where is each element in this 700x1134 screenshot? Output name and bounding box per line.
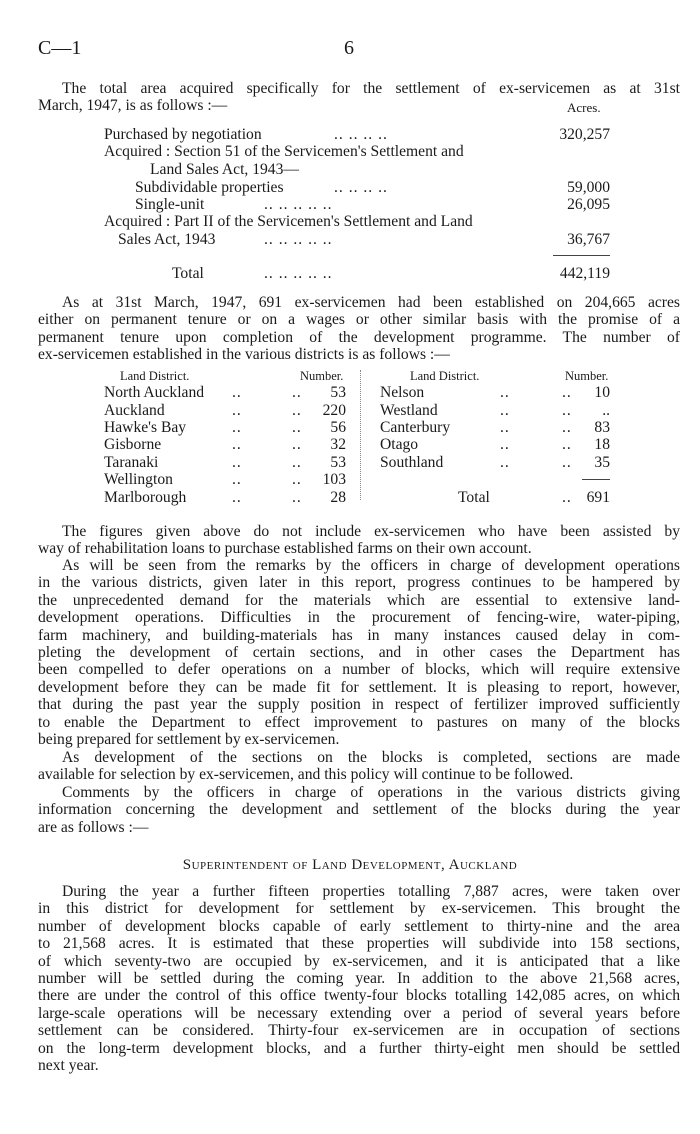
district-leader: ..: [232, 402, 242, 419]
paragraph-line: information concerning the development and settlement of the blocks during the year: [38, 801, 680, 819]
acquisition-label: Acquired : Part II of the Servicemen's Settlement and Land: [104, 213, 473, 230]
district-leader: ..: [500, 454, 510, 471]
acquisition-leader: .. .. .. ..: [334, 126, 388, 143]
district-number: 10: [594, 384, 610, 401]
paragraph-line: there are under the control of this office twenty-four blocks totalling 142,085 acres, on which: [38, 987, 680, 1005]
acquisition-label: Purchased by negotiation: [104, 126, 262, 143]
page-number: 6: [344, 37, 354, 59]
paragraph-line: number of development blocks capable of early settlement to thirty-nine and the area: [38, 917, 680, 935]
paragraph-line: development before they can be made fit for settlement. It is pleasing to report, however,: [38, 678, 680, 696]
district-number: 53: [330, 454, 346, 471]
paragraph-line: As at 31st March, 1947, 691 ex-servicemen had been established on 204,665 acres: [62, 294, 680, 311]
paragraph-selection: [38, 749, 680, 784]
district-name: Westland: [380, 402, 438, 419]
district-leader: ..: [292, 471, 302, 488]
paragraph-comments: [38, 784, 680, 836]
paragraph-line: to 21,568 acres. It is estimated that these properties will subdivide into 158 sections,: [38, 935, 680, 953]
district-name: Auckland: [104, 402, 165, 419]
paragraph-line: farm machinery, and building-materials has in many instances caused delay in com-: [38, 626, 680, 644]
paragraph-auckland: [38, 883, 680, 1074]
paragraph-rehabilitation: [38, 523, 680, 558]
paragraph-line: are as follows :—: [38, 818, 149, 836]
column-divider: [360, 370, 361, 500]
district-leader: ..: [562, 402, 572, 419]
district-leader: ..: [232, 384, 242, 401]
total-rule: [582, 479, 610, 480]
paragraph-line: development operations. Difficulties in the procurement of fencing-wire, water-piping,: [38, 609, 680, 627]
section-heading: Superintendent of Land Development, Auckland: [182, 857, 518, 873]
intro-paragraph: [38, 80, 680, 97]
acquisition-leader: .. .. .. .. ..: [264, 196, 333, 213]
acquisition-label: Sales Act, 1943: [118, 231, 216, 248]
acquisition-total-value: 442,119: [559, 265, 610, 282]
district-leader: ..: [232, 419, 242, 436]
district-number: 28: [330, 489, 346, 506]
district-leader: ..: [232, 436, 242, 453]
paragraph-line: settlement can be considered. Thirty-four ex-servicemen are in occupation of sections: [38, 1022, 680, 1040]
column-header-number: Number.: [565, 369, 609, 383]
paragraph-line: During the year a further fifteen properties totalling 7,887 acres, were taken over: [62, 883, 680, 900]
district-name: Southland: [380, 454, 444, 471]
paragraph-line: way of rehabilitation loans to purchase established farms on their own account.: [38, 540, 532, 558]
acquisition-value: 320,257: [559, 126, 610, 143]
paragraph-line: in this district for development for settlement by ex-servicemen. This brought the: [38, 900, 680, 918]
paragraph-line: pleting the development of certain sections, and in other cases the Department has: [38, 644, 680, 662]
district-leader: ..: [562, 384, 572, 401]
paragraph-line: on the long-term development blocks, and a further thirty-eight men should be settled: [38, 1039, 680, 1057]
district-leader: ..: [292, 436, 302, 453]
district-name: Marlborough: [104, 489, 187, 506]
acquisition-value: 59,000: [567, 179, 610, 196]
district-total-label: Total: [458, 489, 490, 506]
paragraph-line: of which seventy-two are occupied by ex-servicemen, and it is anticipated that a like: [38, 952, 680, 970]
district-number: 18: [594, 436, 610, 453]
acquisition-label: Acquired : Section 51 of the Servicemen's Settlement and: [104, 143, 464, 160]
district-number: 53: [330, 384, 346, 401]
district-leader: ..: [500, 384, 510, 401]
acquisition-leader: .. .. .. .. ..: [264, 231, 333, 248]
paragraph-line: the unprecedented demand for the materials which are essential to extensive land-: [38, 591, 680, 609]
district-leader: ..: [292, 454, 302, 471]
district-leader: ..: [232, 471, 242, 488]
acquisition-label: Land Sales Act, 1943—: [150, 161, 299, 178]
acquisition-total-label: Total: [172, 265, 204, 282]
district-number: 56: [330, 419, 346, 436]
paragraph-line: that during the past year the supply position in respect of fertilizer improved sufficiently: [38, 696, 680, 714]
paragraph-line: large-scale operations will be necessary extending over a period of several years before: [38, 1004, 680, 1022]
district-leader: ..: [500, 436, 510, 453]
district-total-number: 691: [586, 489, 610, 506]
district-name: Wellington: [104, 471, 173, 488]
column-header-district: Land District.: [410, 369, 480, 383]
paragraph-line: available for selection by ex-servicemen, and this policy will continue to be followed.: [38, 766, 574, 784]
district-number: 32: [330, 436, 346, 453]
total-rule: [553, 255, 610, 256]
district-name: Hawke's Bay: [104, 419, 187, 436]
paragraph-line: in the various districts, given later in this report, progress continues to be hampered by: [38, 574, 680, 592]
district-leader: ..: [292, 402, 302, 419]
district-leader: ..: [292, 419, 302, 436]
column-header-number: Number.: [300, 369, 344, 383]
paragraph-line: As development of the sections on the blocks is completed, sections are made: [62, 749, 680, 766]
paragraph-line: permanent tenure upon completion of the development programme. The number of: [38, 328, 680, 346]
district-leader: ..: [232, 489, 242, 506]
district-number: ..: [602, 402, 610, 419]
acquisition-value: 36,767: [567, 231, 610, 248]
paragraph-line: next year.: [38, 1057, 99, 1075]
district-name: Nelson: [380, 384, 425, 401]
district-leader: ..: [500, 419, 510, 436]
acres-unit-heading: Acres.: [567, 100, 601, 115]
paragraph-line: number will be settled during the coming year. In addition to the above 21,568 acres,: [38, 970, 680, 988]
paragraph-settlement: [38, 294, 680, 364]
district-number: 35: [594, 454, 610, 471]
district-leader: ..: [292, 489, 302, 506]
acquisition-label: Subdividable properties: [135, 179, 284, 196]
district-number: 103: [322, 471, 346, 488]
acquisition-label: Single-unit: [135, 196, 205, 213]
intro-line: The total area acquired specifically for the settlement of ex-servicemen as at 31st: [62, 80, 680, 97]
district-leader: ..: [292, 384, 302, 401]
paragraph-line: been compelled to defer operations on a number of blocks, which will require extensive: [38, 661, 680, 679]
district-number: 220: [322, 402, 346, 419]
district-leader: ..: [232, 454, 242, 471]
district-leader: ..: [500, 402, 510, 419]
paragraph-materials: [38, 557, 680, 748]
district-leader: ..: [562, 419, 572, 436]
paragraph-line: to enable the Department to effect improvement to pastures on many of the blocks: [38, 713, 680, 731]
column-header-district: Land District.: [120, 369, 190, 383]
paragraph-line: Comments by the officers in charge of operations in the various districts giving: [62, 784, 680, 801]
paragraph-line: either on permanent tenure or on a wages or other similar basis with the promise of a: [38, 311, 680, 329]
district-leader: ..: [562, 454, 572, 471]
district-number: 83: [594, 419, 610, 436]
page-series-code: C—1: [38, 37, 82, 59]
district-name: Otago: [380, 436, 419, 453]
acquisition-leader: .. .. .. .. ..: [264, 265, 333, 282]
district-name: North Auckland: [104, 384, 205, 401]
paragraph-line: The figures given above do not include ex-servicemen who have been assisted by: [62, 523, 680, 540]
paragraph-line: ex-servicemen established in the various districts is as follows :—: [38, 346, 450, 364]
district-name: Taranaki: [104, 454, 159, 471]
paragraph-line: As will be seen from the remarks by the officers in charge of development operations: [62, 557, 680, 574]
intro-line: March, 1947, is as follows :—: [38, 97, 228, 114]
district-name: Canterbury: [380, 419, 451, 436]
acquisition-leader: .. .. .. ..: [334, 179, 388, 196]
district-leader: ..: [562, 489, 572, 506]
district-leader: ..: [562, 436, 572, 453]
acquisition-value: 26,095: [567, 196, 610, 213]
paragraph-line: being prepared for settlement by ex-servicemen.: [38, 731, 340, 749]
district-name: Gisborne: [104, 436, 162, 453]
